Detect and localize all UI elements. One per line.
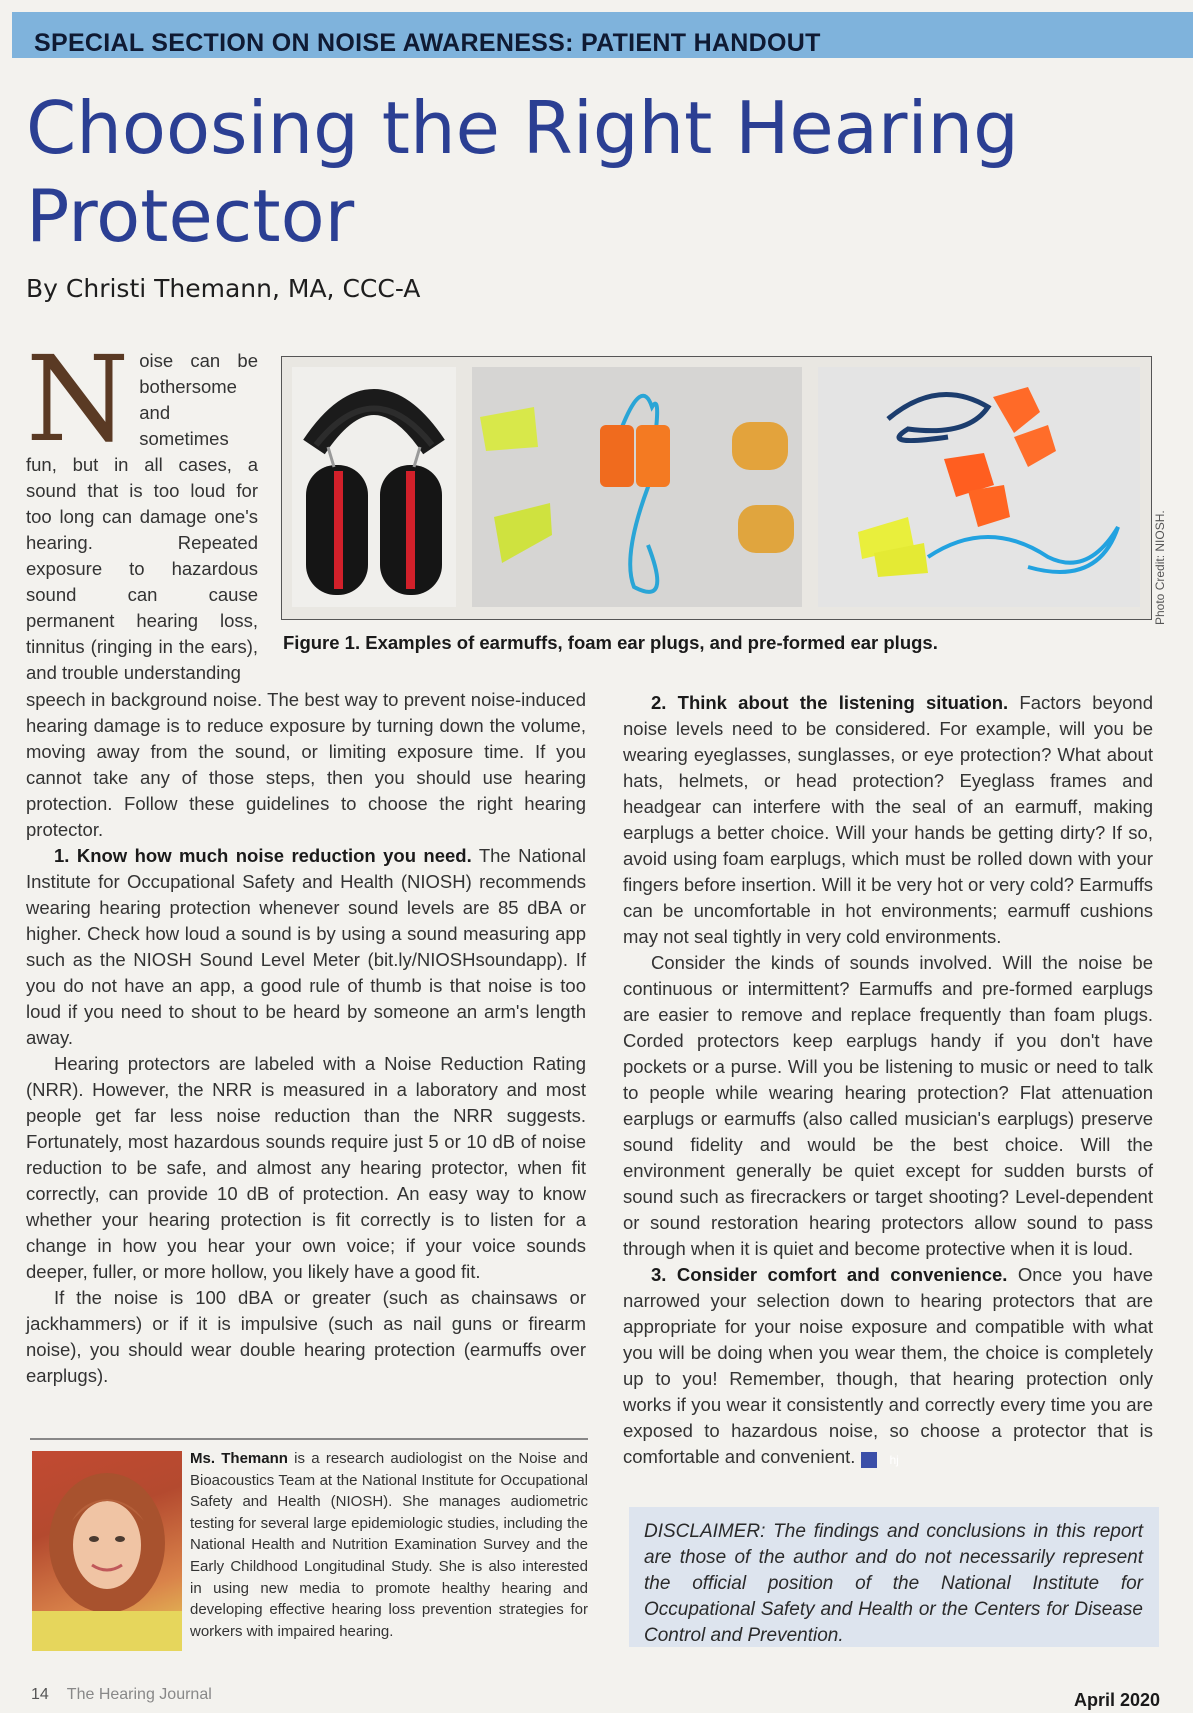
intro-text: oise can be bothersome and sometimes fun, but in all cases, a sound that is too loud for too long can damage one's hearing. Repeated exposure to hazardous sound can cause permanent hearing loss, tinnitus (ringing in the ears), and trouble understanding xyxy=(26,350,258,683)
paragraph-text: Factors beyond noise levels need to be considered. For example, will you be wearing eyeglasses, sunglasses, or eye protection? What about hats, helmets, or head protection? Eyeglass frames and headgear can interfere with the seal of an earmuff, making earplugs a better choice. Will your hands be getting dirty? If so, avoid using foam earplugs, which must be rolled down with your fingers before insertion. Will it be very hot or very cold? Earmuffs can be uncomfortable in hot environments; earmuff cushions may not seal tightly in very cold environments. xyxy=(623,692,1154,947)
guideline-heading: 2. Think about the listening situation. xyxy=(651,692,1009,713)
figure-1 xyxy=(281,356,1152,620)
paragraph-text: Once you have narrowed your selection down to hearing protectors that are appropriate for your noise exposure and compatible with what you will be doing when you wear them, the choice is completely up to you! Remember, though, that hearing protection only works if you wear it consistently and correctly every time you are exposed to hazardous noise, so choose a protector that is comfortable and convenient. xyxy=(623,1264,1153,1467)
section-banner-text: SPECIAL SECTION ON NOISE AWARENESS: PATIENT HANDOUT xyxy=(34,29,821,57)
preformed-earplugs-photo xyxy=(818,367,1140,607)
guideline-heading: 1. Know how much noise reduction you need. xyxy=(54,845,472,866)
page-number: 14 xyxy=(31,1686,49,1703)
author-bio xyxy=(190,1448,588,1642)
figure-caption: Figure 1. Examples of earmuffs, foam ear plugs, and pre-formed ear plugs. xyxy=(283,632,938,653)
issue-date: April 2020 xyxy=(1074,1690,1161,1710)
foam-earplugs-photo xyxy=(472,367,802,607)
paragraph xyxy=(26,843,586,1051)
disclaimer-text: DISCLAIMER: The findings and conclusions in this report are those of the author and do not necessarily represent the official position of the National Institute for Occupational Safety and Health or the Centers for Disease Control and Prevention. xyxy=(644,1521,1143,1646)
paragraph: If the noise is 100 dBA or greater (such as chainsaws or jackhammers) or if it is impulsive (such as nail guns or firearm noise), you should wear double hearing protection (earmuffs over earplugs). xyxy=(26,1287,586,1386)
intro-column xyxy=(26,330,258,686)
paragraph: speech in background noise. The best way to prevent noise-induced hearing damage is to reduce exposure by turning down the volume, moving away from the sound, or limiting exposure time. If you cannot take any of those steps, then you should use hearing protection. Follow these guidelines to choose the right hearing protector. xyxy=(26,689,586,840)
bio-divider xyxy=(30,1438,588,1440)
author-name: Ms. Themann xyxy=(190,1450,288,1467)
paragraph xyxy=(623,1262,1153,1470)
publication-name: The Hearing Journal xyxy=(66,1686,212,1703)
article-title: Choosing the Right Hearing Protector xyxy=(26,86,1019,258)
paragraph: Consider the kinds of sounds involved. Will the noise be continuous or intermittent? Earmuffs and pre-formed earplugs are easier to remove and replace frequently than foam plugs. Corded protectors keep earplugs handy if you don't have pockets or a purse. Will you be listening to music or need to talk to people while wearing hearing protection? Flat attenuation earplugs or earmuffs (also called musician's earplugs) preserve sound fidelity and would be the best choice. Will the environment generally be quiet except for sudden bursts of sound such as firecrackers or target shooting? Level-dependent or sound restoration hearing protectors allow sound to pass through when it is quiet and become protective when it is loud. xyxy=(623,952,1153,1259)
photo-credit: Photo Credit: NIOSH. xyxy=(1153,510,1167,625)
byline: By Christi Themann, MA, CCC-A xyxy=(26,274,421,303)
end-mark-icon: hj xyxy=(861,1452,877,1468)
paragraph xyxy=(623,690,1153,950)
right-column xyxy=(623,690,1153,1470)
drop-cap: N xyxy=(26,330,130,468)
left-column xyxy=(26,687,586,1389)
author-bio-text: is a research audiologist on the Noise and Bioacoustics Team at the National Institute for Occupational Safety and Health (NIOSH). She manages audiometric testing for several large epidemiologic studies, including the National Health and Nutrition Examination Survey and the Early Childhood Longitudinal Study. She is also interested in using new media to promote healthy hearing and developing effective hearing loss prevention strategies for workers with impaired hearing. xyxy=(190,1450,588,1640)
footer-left xyxy=(31,1686,212,1704)
earmuffs-photo xyxy=(292,367,456,607)
guideline-heading: 3. Consider comfort and convenience. xyxy=(651,1264,1008,1285)
paragraph-text: The National Institute for Occupational Safety and Health (NIOSH) recommends wearing hearing protection whenever sound levels are 85 dBA or higher. Check how loud a sound is by using a sound measuring app such as the NIOSH Sound Level Meter (bit.ly/NIOSHsoundapp). If you do not have an app, a good rule of thumb is that noise is too loud if you need to shout to be heard by someone an arm's length away. xyxy=(26,845,586,1048)
author-photo xyxy=(32,1451,182,1651)
section-banner xyxy=(12,12,1193,58)
paragraph: Hearing protectors are labeled with a Noise Reduction Rating (NRR). However, the NRR is measured in a laboratory and most people get far less noise reduction than the NRR suggests. Fortunately, most hazardous sounds require just 5 or 10 dB of noise reduction to be safe, and almost any hearing protector, when fit correctly, can provide 10 dB of protection. An easy way to know whether your hearing protection is fit correctly is to listen for a change in how you hear your own voice; if your voice sounds deeper, fuller, or more hollow, you likely have a good fit. xyxy=(26,1053,586,1282)
disclaimer-box xyxy=(629,1507,1159,1647)
